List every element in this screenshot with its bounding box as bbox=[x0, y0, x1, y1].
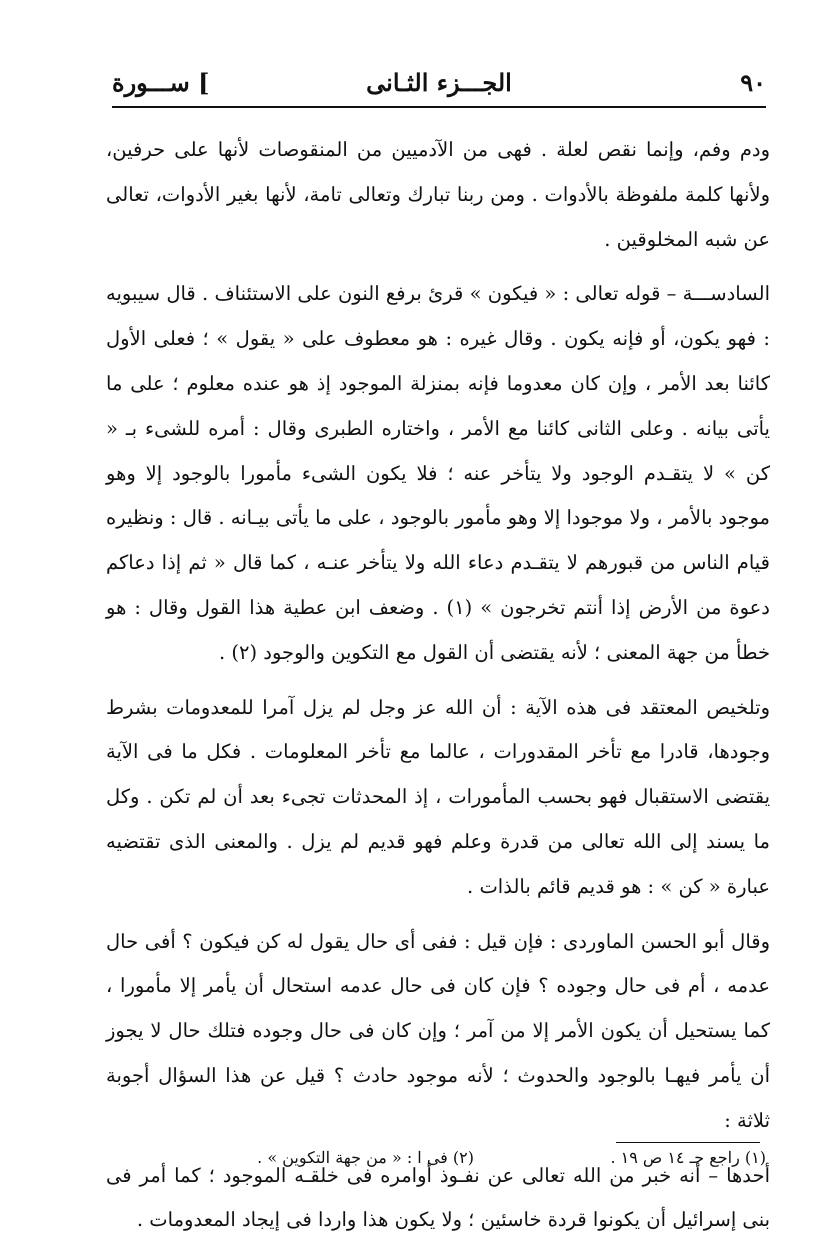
footnote: (٢) فى ا : « من جهة التكوين » . bbox=[257, 1148, 474, 1167]
paragraph: السادســـة – قوله تعالى : « فيكون » قرئ برفع النون على الاستئناف . قال سيبويه : فهو يكون، أو فإنه يكون . وقال غيره : هو معطوف على « يقول » ؛ فعلى الأول كائنا بعد الأمر ، وإن كان معدوما فإنه بمنزلة الموجود إذ هو عنده معلوم ؛ على ما يأتى بيانه . وعلى الثانى كائنا مع الأمر ، واختاره الطبرى وقال : أمره للشىء بـ « كن » لا يتقـدم الوجود ولا يتأخر عنه ؛ فلا يكون الشىء مأمورا بالوجود إلا وهو موجود بالأمر ، ولا موجودا إلا وهو مأمور بالوجود ، على ما يأتى بيـانه . قال : ونظيره قيام الناس من قبورهم لا يتقـدم دعاء الله ولا يتأخر عنـه ، كما قال « ثم إذا دعاكم دعوة من الأرض إذا أنتم تخرجون » (١) . وضعف ابن عطية هذا القول وقال : هو خطأ من جهة المعنى ؛ لأنه يقتضى أن القول مع التكوين والوجود (٢) . bbox=[106, 282, 770, 664]
surah-label: ] ســـورة bbox=[112, 68, 210, 97]
footnote: (١) راجع جـ ١٤ ص ١٩ . bbox=[610, 1148, 766, 1167]
footnote-rule bbox=[616, 1142, 760, 1143]
header-rule bbox=[112, 106, 766, 108]
paragraph: ودم وفم، وإنما نقص لعلة . فهى من الآدميين من المنقوصات لأنها على حرفين، ولأنها كلمة ملفوظة بالأدوات . ومن ربنا تبارك وتعالى تامة، لأنها بغير الأدوات، تعالى عن شبه المخلوقين . bbox=[106, 138, 770, 251]
paragraph: وتلخيص المعتقد فى هذه الآية : أن الله عز وجل لم يزل آمرا للمعدومات بشرط وجودها، قادرا مع تأخر المقدورات ، عالما مع تأخر المعلومات . فكل ما فى الآية يقتضى الاستقبال فهو بحسب المأمورات ، إذ المحدثات تجىء بعد أن لم تكن . وكل ما يسند إلى الله تعالى من قدرة وعلم فهو قديم لم يزل . والمعنى الذى تقتضيه عبارة « كن » : هو قديم قائم بالذات . bbox=[106, 695, 770, 898]
footnotes bbox=[220, 1148, 766, 1182]
running-title: الجـــزء الثـانى bbox=[366, 68, 512, 97]
paragraph: وقال أبو الحسن الماوردى : فإن قيل : ففى أى حال يقول له كن فيكون ؟ أفى حال عدمه ، أم فى حال وجوده ؟ فإن كان فى حال عدمه استحال أن يأمر إلا مأمورا ، كما يستحيل أن يكون الأمر إلا من آمر ؛ وإن كان فى حال وجوده فتلك حال لا يجوز أن يأمر فيهـا بالوجود والحدوث ؛ لأنه موجود حادث ؟ قيل عن هذا السؤال أجوبة ثلاثة : bbox=[106, 929, 770, 1132]
page-number: ٩٠ bbox=[740, 68, 766, 97]
paragraph: أحدها – أنه خبر من الله تعالى عن نفـوذ أوامره فى خلقـه الموجود ؛ كما أمر فى بنى إسرائيل أن يكونوا قردة خاسئين ؛ ولا يكون هذا واردا فى إيجاد المعدومات . bbox=[106, 1163, 770, 1232]
page-header bbox=[112, 62, 766, 102]
